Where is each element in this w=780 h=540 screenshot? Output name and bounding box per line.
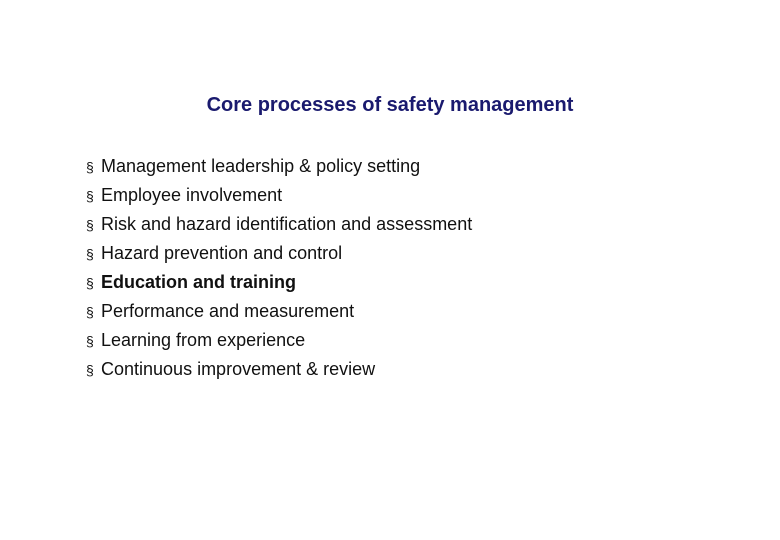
list-item	[86, 152, 472, 181]
list-item-text: Performance and measurement	[101, 301, 355, 321]
list-item	[86, 181, 472, 210]
bullet-icon: §	[86, 246, 94, 262]
list-item-text: Education and training	[101, 272, 297, 292]
bullet-icon: §	[86, 333, 94, 349]
bullet-icon: §	[86, 188, 94, 204]
bullet-icon: §	[86, 275, 94, 291]
slide-title: Core processes of safety management	[206, 94, 574, 116]
list-item-text: Continuous improvement & review	[101, 359, 376, 379]
process-list	[86, 152, 472, 384]
list-item	[86, 355, 472, 384]
list-item-text: Employee involvement	[101, 185, 283, 205]
list-item-text: Risk and hazard identification and assessment	[101, 214, 473, 234]
list-item	[86, 268, 472, 297]
bullet-icon: §	[86, 304, 94, 320]
list-item	[86, 239, 472, 268]
bullet-icon: §	[86, 362, 94, 378]
list-item-text: Management leadership & policy setting	[101, 156, 421, 176]
bullet-icon: §	[86, 159, 94, 175]
list-item-text: Hazard prevention and control	[101, 243, 343, 263]
list-item	[86, 297, 472, 326]
list-item	[86, 326, 472, 355]
list-item-text: Learning from experience	[101, 330, 306, 350]
list-item	[86, 210, 472, 239]
bullet-icon: §	[86, 217, 94, 233]
